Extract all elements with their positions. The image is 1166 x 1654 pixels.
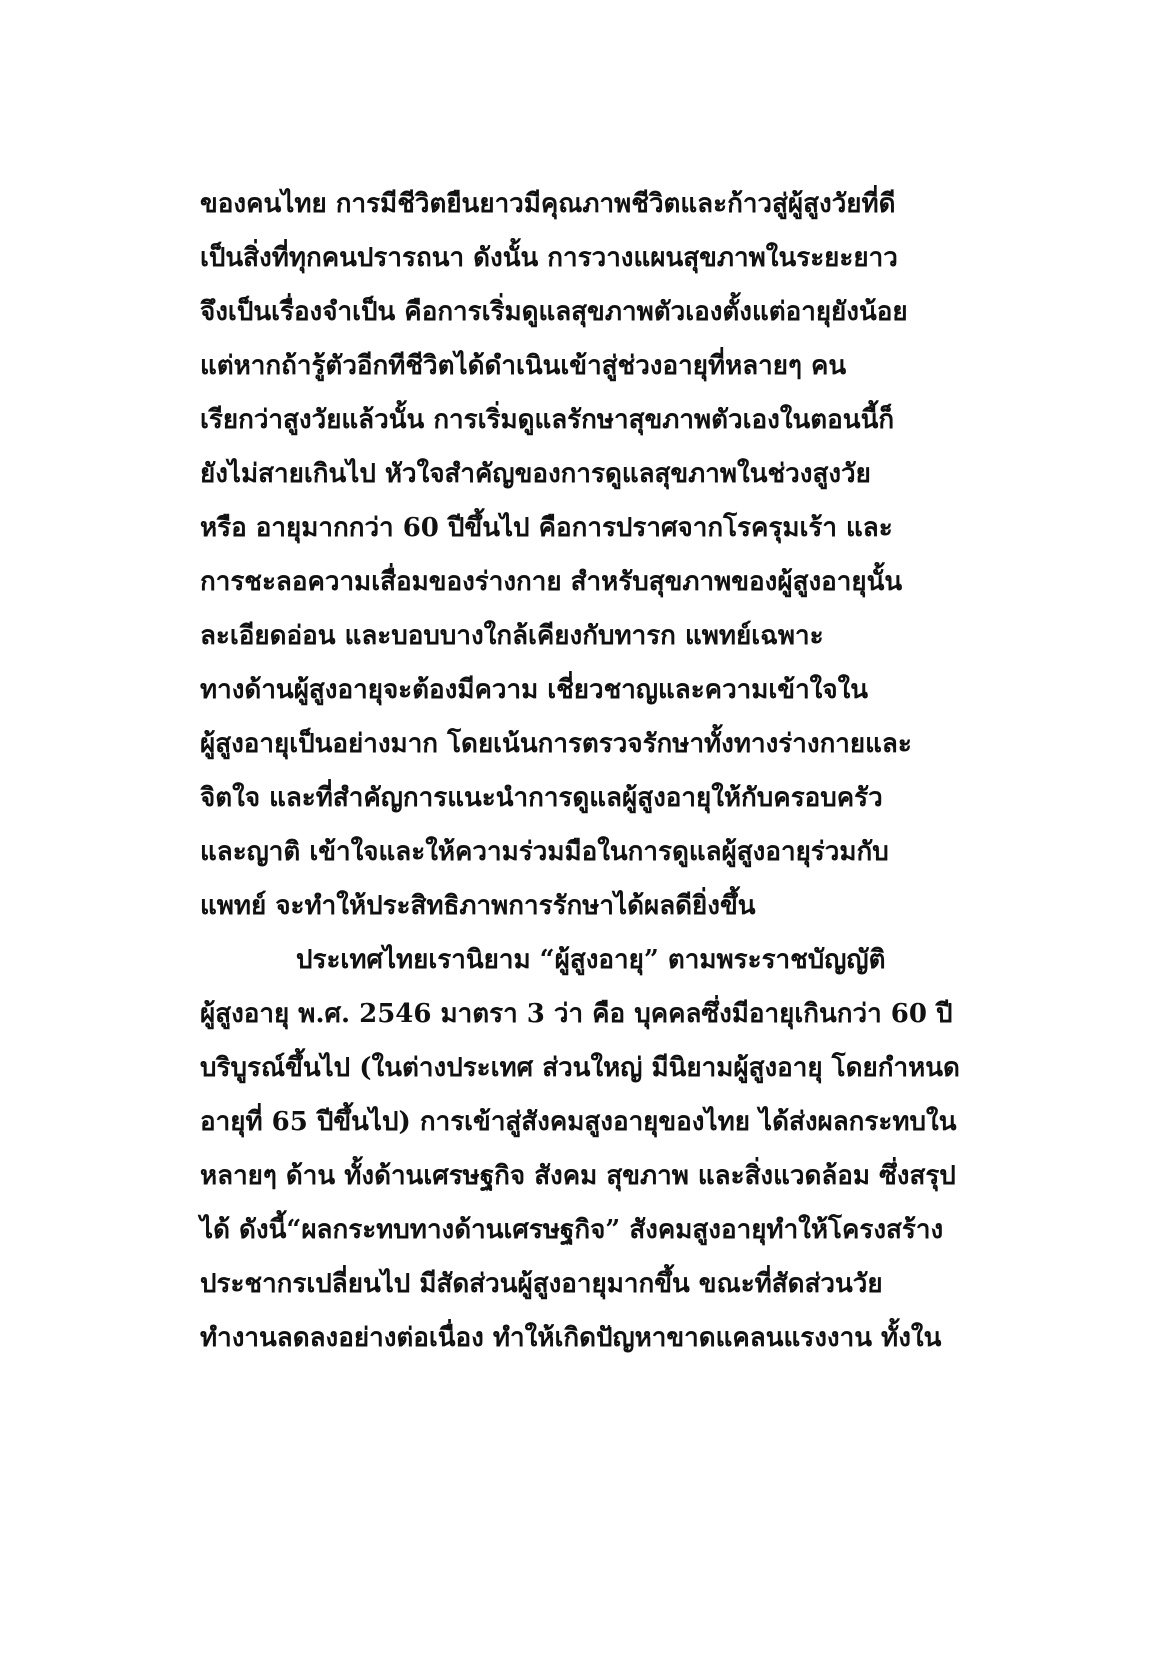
text-line: ผู้สูงอายุ พ.ศ. 2546 มาตรา 3 ว่า คือ บุคคลซึ่งมีอายุเกินกว่า 60 ปี	[200, 999, 953, 1029]
text-line: ทำงานลดลงอย่างต่อเนื่อง ทำให้เกิดปัญหาขาดแคลนแรงงาน ทั้งใน	[200, 1323, 942, 1353]
text-line: ได้ ดังนี้“ผลกระทบทางด้านเศรษฐกิจ” สังคมสูงอายุทำให้โครงสร้าง	[200, 1215, 944, 1245]
text-line: จิตใจ และที่สำคัญการแนะนำการดูแลผู้สูงอายุให้กับครอบครัว	[200, 783, 883, 813]
text-line: ละเอียดอ่อน และบอบบางใกล้เคียงกับทารก แพทย์เฉพาะ	[200, 621, 824, 651]
text-line: แพทย์ จะทำให้ประสิทธิภาพการรักษาได้ผลดียิ่งขึ้น	[200, 891, 756, 921]
text-line: หลายๆ ด้าน ทั้งด้านเศรษฐกิจ สังคม สุขภาพ และสิ่งแวดล้อม ซึ่งสรุป	[200, 1161, 956, 1191]
text-line: แต่หากถ้ารู้ตัวอีกทีชีวิตได้ดำเนินเข้าสู่ช่วงอายุที่หลายๆ คน	[200, 351, 847, 381]
text-line: การชะลอความเสื่อมของร่างกาย สำหรับสุขภาพของผู้สูงอายุนั้น	[200, 567, 903, 597]
text-line: หรือ อายุมากกว่า 60 ปีขึ้นไป คือการปราศจากโรครุมเร้า และ	[200, 513, 893, 543]
text-line: อายุที่ 65 ปีขึ้นไป) การเข้าสู่สังคมสูงอายุของไทย ได้ส่งผลกระทบใน	[200, 1107, 957, 1137]
body-text	[200, 177, 1000, 1365]
text-line: ทางด้านผู้สูงอายุจะต้องมีความ เชี่ยวชาญและความเข้าใจใน	[200, 675, 869, 705]
text-line: บริบูรณ์ขึ้นไป (ในต่างประเทศ ส่วนใหญ่ มีนิยามผู้สูงอายุ โดยกำหนด	[200, 1053, 960, 1083]
text-line: จึงเป็นเรื่องจำเป็น คือการเริ่มดูแลสุขภาพตัวเองตั้งแต่อายุยังน้อย	[200, 297, 908, 327]
text-line: ประชากรเปลี่ยนไป มีสัดส่วนผู้สูงอายุมากขึ้น ขณะที่สัดส่วนวัย	[200, 1269, 883, 1299]
text-line: และญาติ เข้าใจและให้ความร่วมมือในการดูแลผู้สูงอายุร่วมกับ	[200, 837, 889, 867]
text-line: ผู้สูงอายุเป็นอย่างมาก โดยเน้นการตรวจรักษาทั้งทางร่างกายและ	[200, 729, 912, 759]
text-line: ของคนไทย การมีชีวิตยืนยาวมีคุณภาพชีวิตและก้าวสู่ผู้สูงวัยที่ดี	[200, 189, 896, 219]
paragraph-first-line: ประเทศไทยเรานิยาม “ผู้สูงอายุ” ตามพระราชบัญญัติ	[296, 945, 886, 975]
text-line: ยังไม่สายเกินไป หัวใจสำคัญของการดูแลสุขภาพในช่วงสูงวัย	[200, 459, 871, 489]
text-line: เรียกว่าสูงวัยแล้วนั้น การเริ่มดูแลรักษาสุขภาพตัวเองในตอนนี้ก็	[200, 405, 895, 435]
text-line: เป็นสิ่งที่ทุกคนปรารถนา ดังนั้น การวางแผนสุขภาพในระยะยาว	[200, 243, 898, 273]
